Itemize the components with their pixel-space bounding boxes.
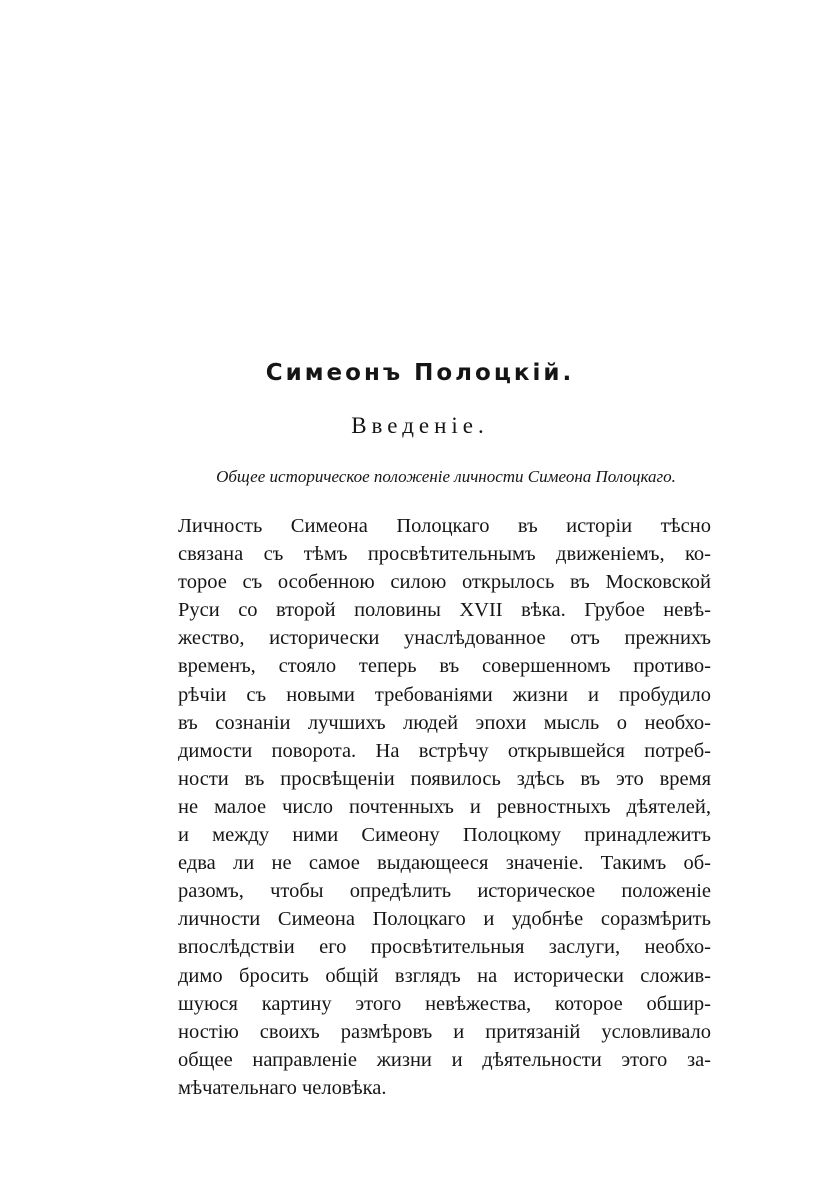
chapter-subtitle: Введеніе. (351, 413, 489, 438)
paragraph-line: торое съ особенною силою открылось въ Московской (178, 571, 711, 594)
paragraph-line: не малое число почтенныхъ и ревностныхъ дѣятелей, (178, 795, 711, 818)
section-heading: Общее историческое положеніе личности Симеона Полоцкаго. (216, 467, 676, 486)
paragraph-line: Личность Симеона Полоцкаго въ исторіи тѣсно (178, 515, 711, 537)
paragraph-line: впослѣдствіи его просвѣтительныя заслуги, необхо- (178, 936, 711, 959)
paragraph-line: связана съ тѣмъ просвѣтительнымъ движеніемъ, ко- (178, 543, 711, 566)
paragraph-line: жество, исторически унаслѣдованное отъ прежнихъ (178, 627, 711, 650)
paragraph-line: и между ними Симеону Полоцкому принадлежитъ (178, 824, 711, 847)
paragraph-line: ностію своихъ размѣровъ и притязаній условливало (178, 1020, 711, 1043)
paragraph-line: мѣчательнаго человѣка. (178, 1076, 387, 1099)
paragraph-line: едва ли не самое выдающееся значеніе. Такимъ об- (178, 852, 711, 875)
paragraph-line: рѣчіи съ новыми требованіями жизни и пробудило (178, 683, 711, 706)
paragraph-line: въ сознаніи лучшихъ людей эпохи мысль о необхо- (178, 711, 711, 734)
paragraph-line: Руси со второй половины XVII вѣка. Грубое невѣ- (178, 599, 711, 622)
paragraph-line: разомъ, чтобы опредѣлить историческое положеніе (178, 880, 711, 903)
paragraph-line: личности Симеона Полоцкаго и удобнѣе соразмѣрить (178, 908, 711, 931)
page-title: Симеонъ Полоцкій. (265, 360, 575, 386)
paragraph-line: димо бросить общій взглядъ на исторически сложив- (178, 964, 711, 987)
paragraph-line: димости поворота. На встрѣчу открывшейся потреб- (178, 739, 711, 762)
paragraph-line: временъ, стояло теперь въ совершенномъ противо- (178, 655, 711, 678)
body-paragraph (178, 512, 711, 1102)
paragraph-line: общее направленіе жизни и дѣятельности этого за- (178, 1048, 711, 1071)
paragraph-line: ности въ просвѣщеніи появилось здѣсь въ это время (178, 767, 711, 790)
paragraph-line: шуюся картину этого невѣжества, которое обшир- (178, 992, 711, 1015)
